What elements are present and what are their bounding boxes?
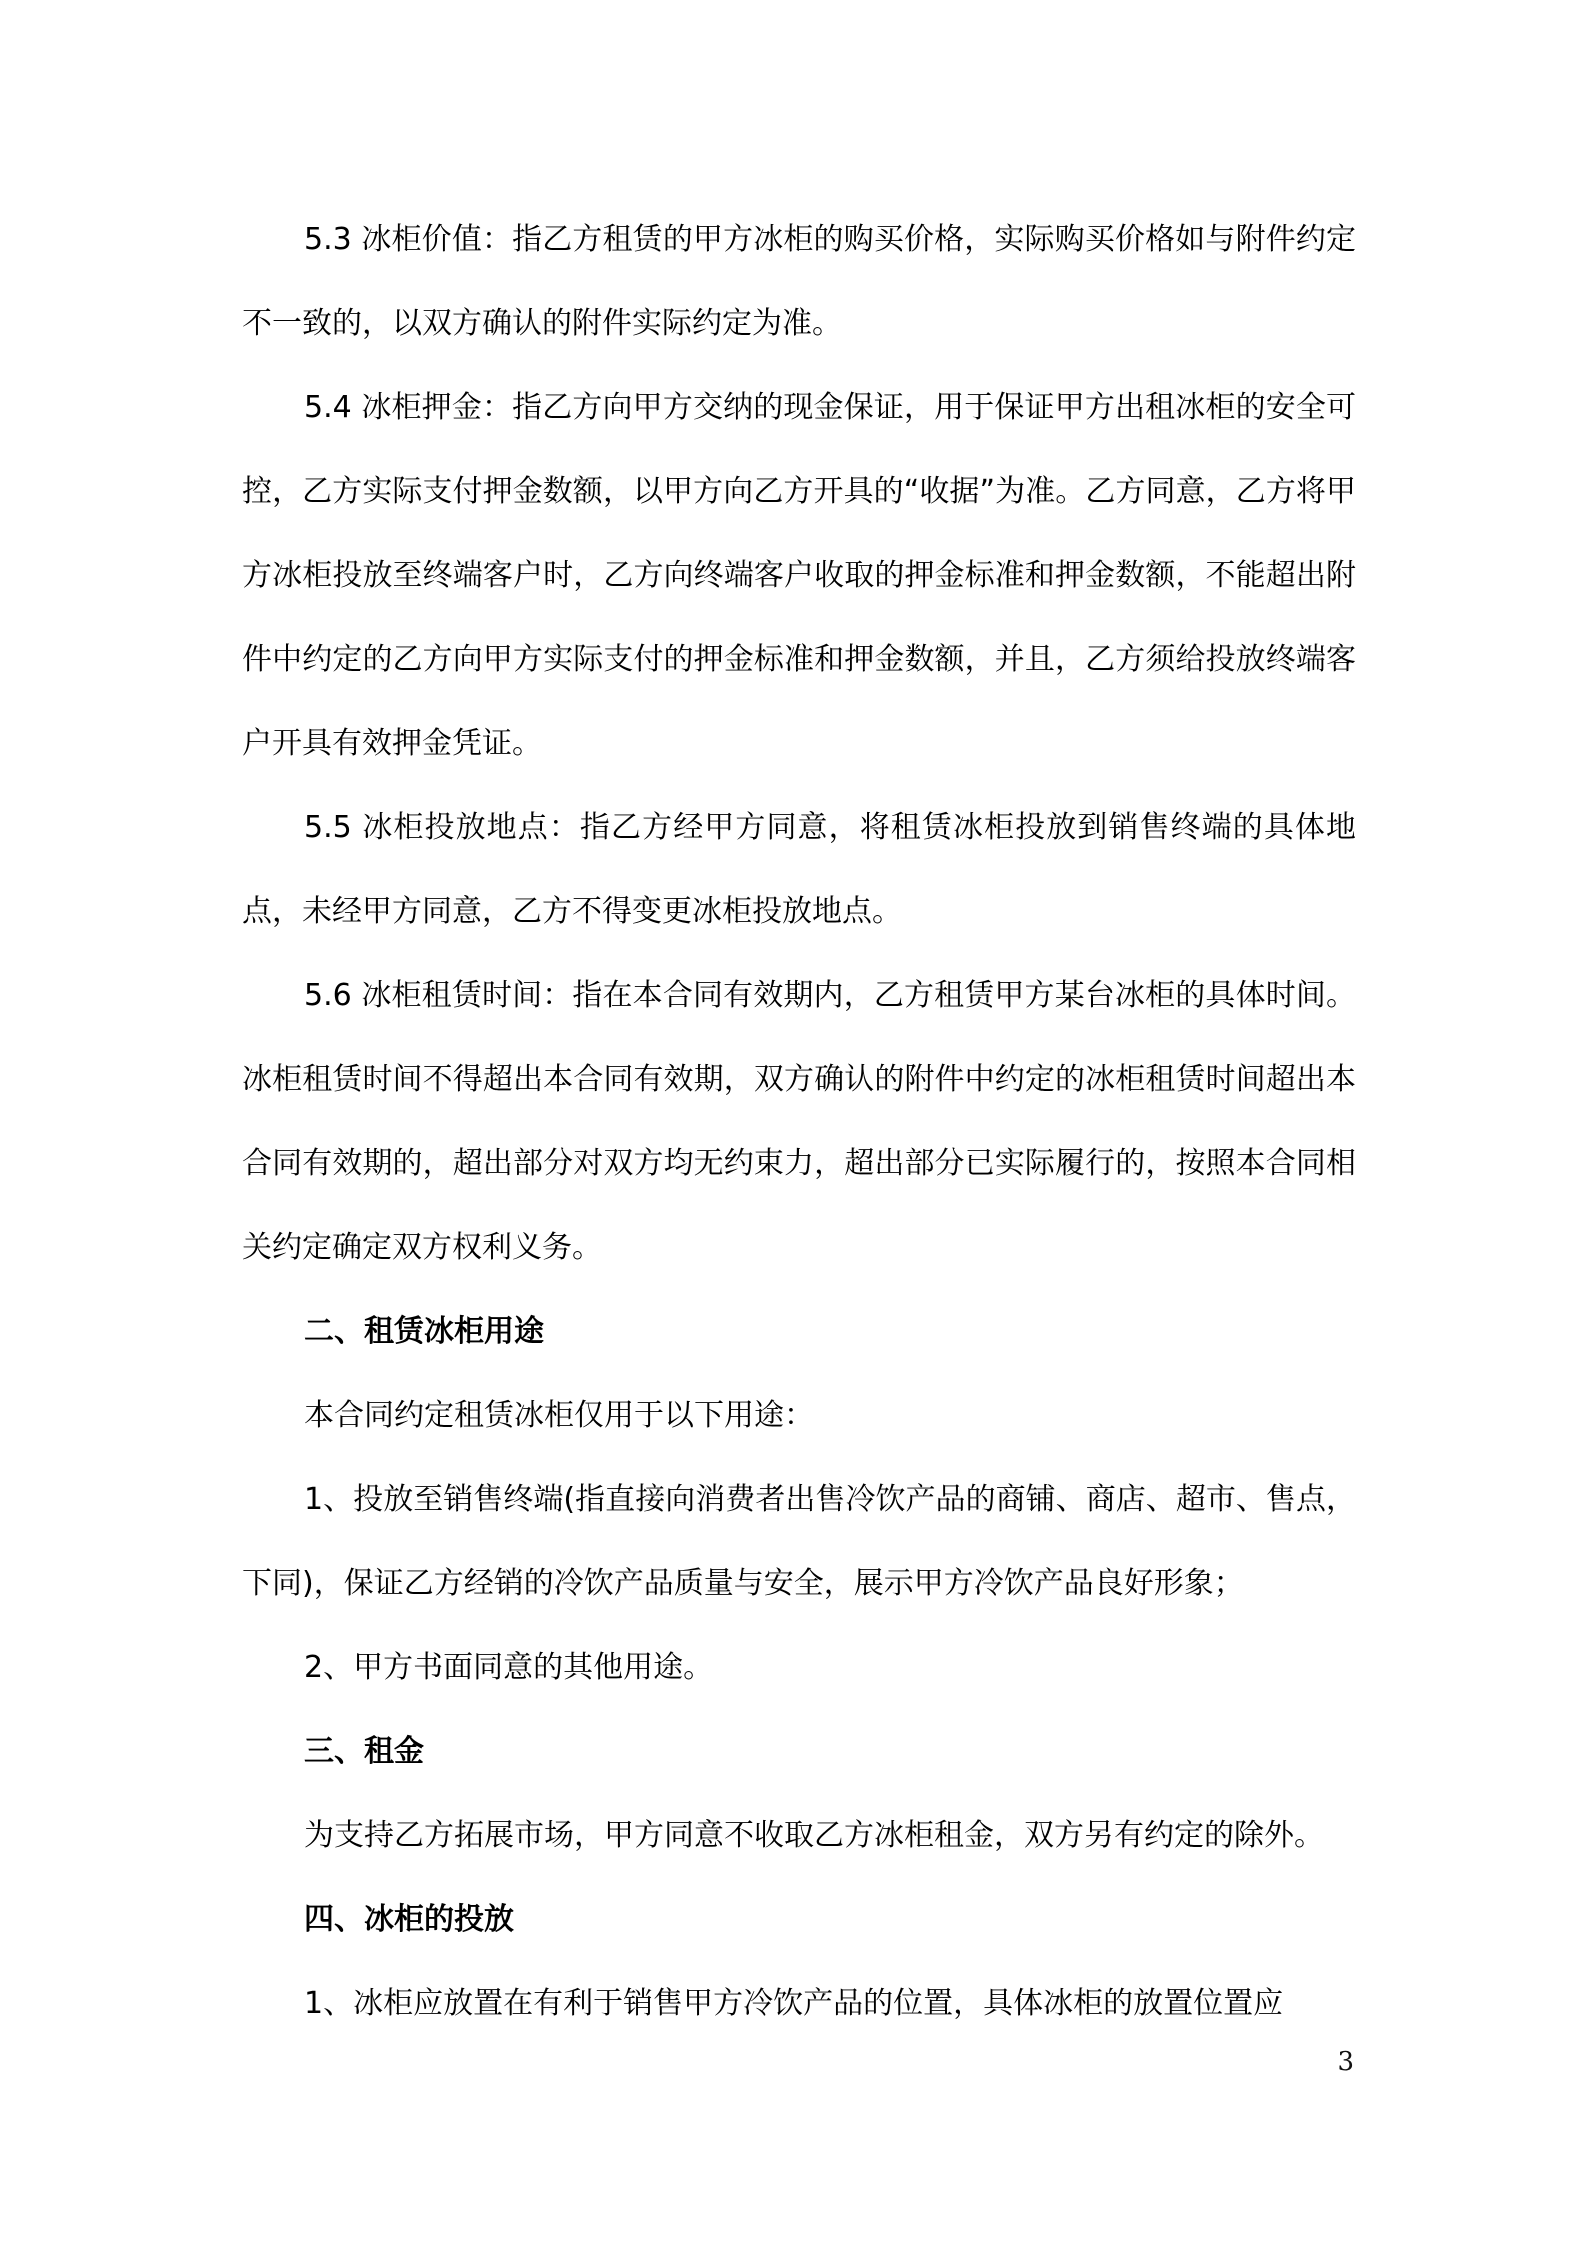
paragraph-5-3: 5.3 冰柜价值：指乙方租赁的甲方冰柜的购买价格，实际购买价格如与附件约定不一致的，以双方确认的附件实际约定为准。: [242, 222, 1356, 341]
section-heading-rent: 三、租金: [304, 1734, 424, 1769]
paragraph-placement-item-1: 1、冰柜应放置在有利于销售甲方冷饮产品的位置，具体冰柜的放置位置应: [304, 1986, 1284, 2021]
section-heading-purpose: 二、租赁冰柜用途: [304, 1314, 544, 1349]
paragraph-rent: 为支持乙方拓展市场，甲方同意不收取乙方冰柜租金，双方另有约定的除外。: [304, 1818, 1324, 1853]
paragraph-purpose-intro: 本合同约定租赁冰柜仅用于以下用途：: [304, 1398, 814, 1433]
paragraph-purpose-item-1: 1、投放至销售终端(指直接向消费者出售冷饮产品的商铺、商店、超市、售点，下同)，保证乙方经销的冷饮产品质量与安全，展示甲方冷饮产品良好形象；: [242, 1482, 1356, 1601]
paragraph-5-5: 5.5 冰柜投放地点：指乙方经甲方同意，将租赁冰柜投放到销售终端的具体地点，未经甲方同意，乙方不得变更冰柜投放地点。: [242, 810, 1356, 929]
section-heading-placement: 四、冰柜的投放: [304, 1902, 514, 1937]
paragraph-5-4: 5.4 冰柜押金：指乙方向甲方交纳的现金保证，用于保证甲方出租冰柜的安全可控，乙方实际支付押金数额，以甲方向乙方开具的“收据”为准。乙方同意，乙方将甲方冰柜投放至终端客户时，乙方向终端客户收取的押金标准和押金数额，不能超出附件中约定的乙方向甲方实际支付的押金标准和押金数额，并且，乙方须给投放终端客户开具有效押金凭证。: [242, 390, 1356, 761]
document-body: [242, 198, 1356, 2046]
paragraph-5-6: 5.6 冰柜租赁时间：指在本合同有效期内，乙方租赁甲方某台冰柜的具体时间。冰柜租赁时间不得超出本合同有效期，双方确认的附件中约定的冰柜租赁时间超出本合同有效期的，超出部分对双方均无约束力，超出部分已实际履行的，按照本合同相关约定确定双方权利义务。: [242, 978, 1356, 1265]
paragraph-purpose-item-2: 2、甲方书面同意的其他用途。: [304, 1650, 714, 1685]
page-number: 3: [1337, 2047, 1354, 2077]
